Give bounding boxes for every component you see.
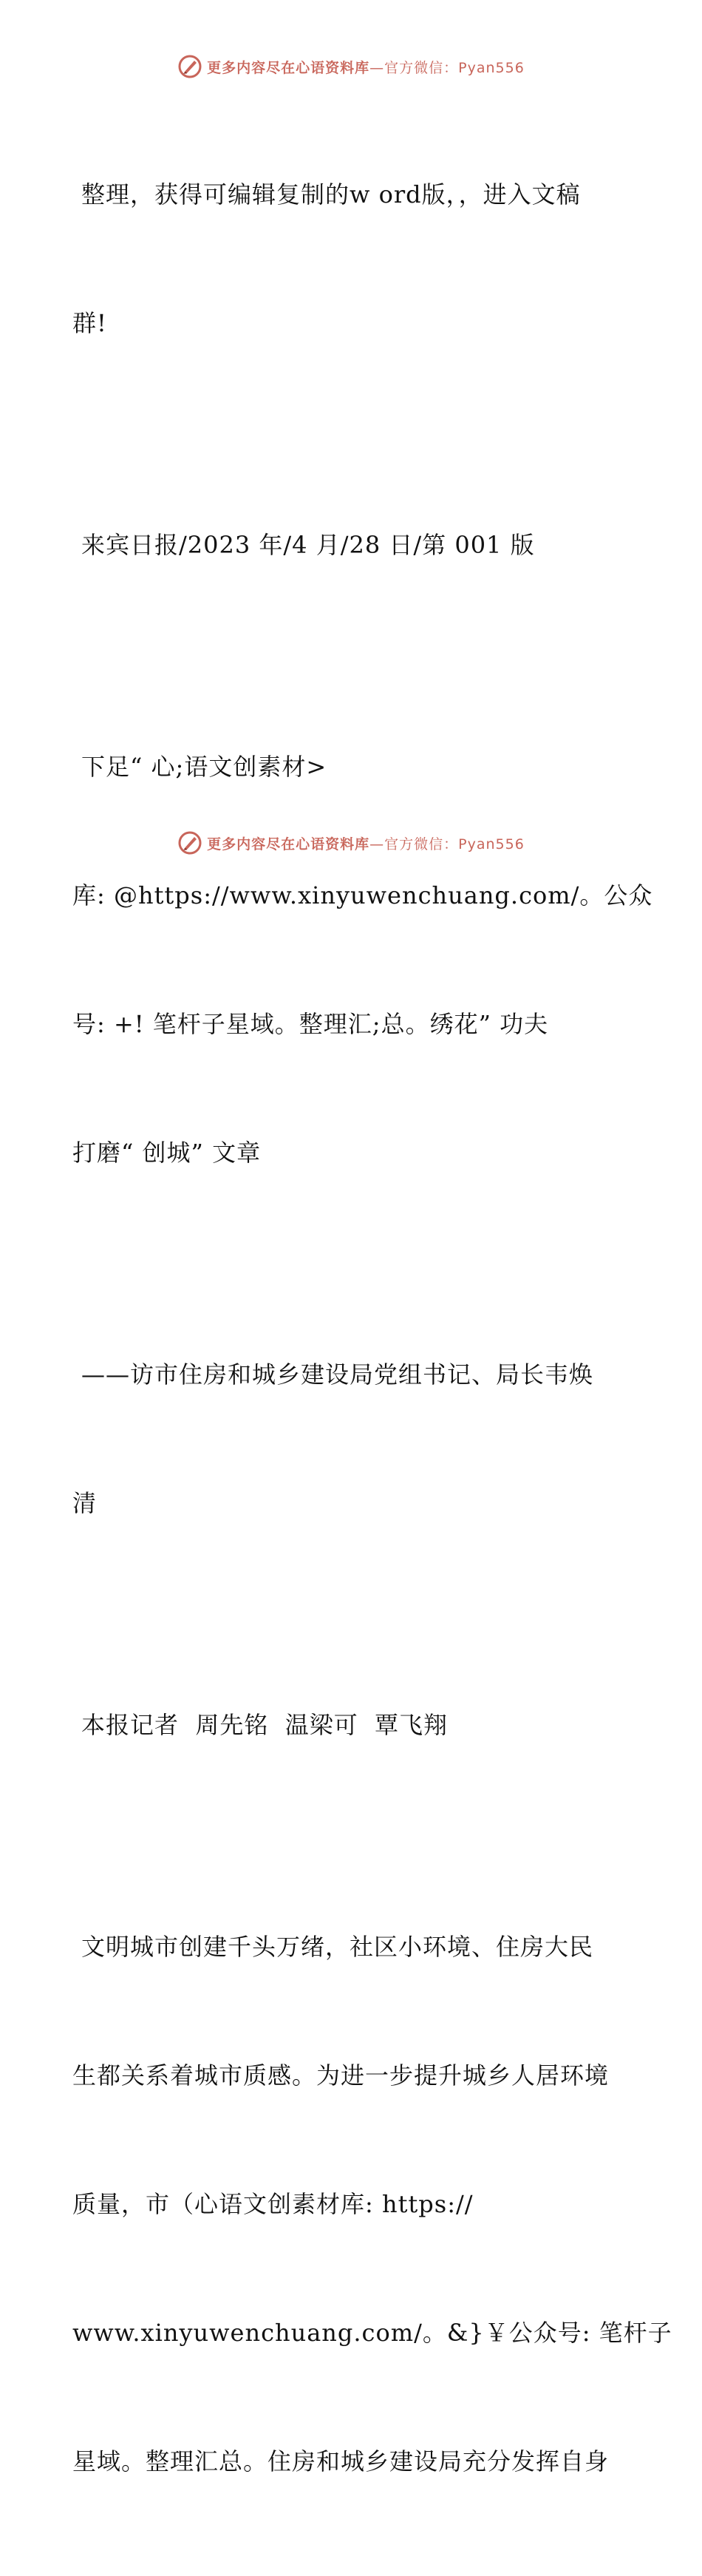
text-line: 质量，市（心语文创素材库: https:// (72, 2190, 474, 2218)
text-line: www.xinyuwenchuang.com/。&}￥公众号: 笔杆子 (72, 2319, 672, 2347)
text-line: 生都关系着城市质感。为进一步提升城乡人居环境 (72, 2061, 610, 2089)
paragraph-intro (72, 87, 634, 430)
paragraph-byline (72, 1618, 634, 1832)
paragraph-title (72, 660, 653, 1260)
header-banner (0, 52, 702, 81)
brush-pen-logo-icon (177, 54, 202, 79)
footer-banner-text: 更多内容尽在心语资料库—官方微信：Pyan556 (207, 835, 525, 853)
text-line: 群! (72, 309, 107, 337)
text-line: 库: @https://www.xinyuwenchuang.com/。公众 (72, 881, 653, 909)
paragraph-body (72, 1840, 672, 2569)
footer-banner (0, 828, 702, 858)
text-line: 整理，获得可编辑复制的w ord版，，进入文稿 (81, 180, 581, 209)
text-line: 打磨“ 创城” 文章 (72, 1139, 262, 1167)
document-body (72, 87, 672, 2576)
header-banner-text: 更多内容尽在心语资料库—官方微信：Pyan556 (207, 59, 525, 76)
brush-pen-logo-icon (177, 830, 202, 855)
text-line: 下足“ 心;语文创素材> (81, 753, 327, 781)
text-line: ——访市住房和城乡建设局党组书记、局长韦焕 (81, 1360, 594, 1389)
paragraph-subtitle (72, 1267, 634, 1610)
text-line: 文明城市创建千头万绪，社区小环境、住房大民 (81, 1933, 594, 1961)
text-line: 来宾日报/2023 年/4 月/28 日/第 001 版 (81, 531, 535, 559)
header-banner-inner (177, 54, 525, 79)
paragraph-source (72, 438, 634, 652)
text-line: 清 (72, 1489, 98, 1517)
text-line: 本报记者 周先铭 温梁可 覃飞翔 (81, 1711, 449, 1739)
footer-banner-inner (177, 830, 525, 855)
text-line: 号: +! 笔杆子星域。整理汇;总。绣花” 功夫 (72, 1010, 549, 1038)
text-line: 星域。整理汇总。住房和城乡建设局充分发挥自身 (72, 2447, 610, 2475)
